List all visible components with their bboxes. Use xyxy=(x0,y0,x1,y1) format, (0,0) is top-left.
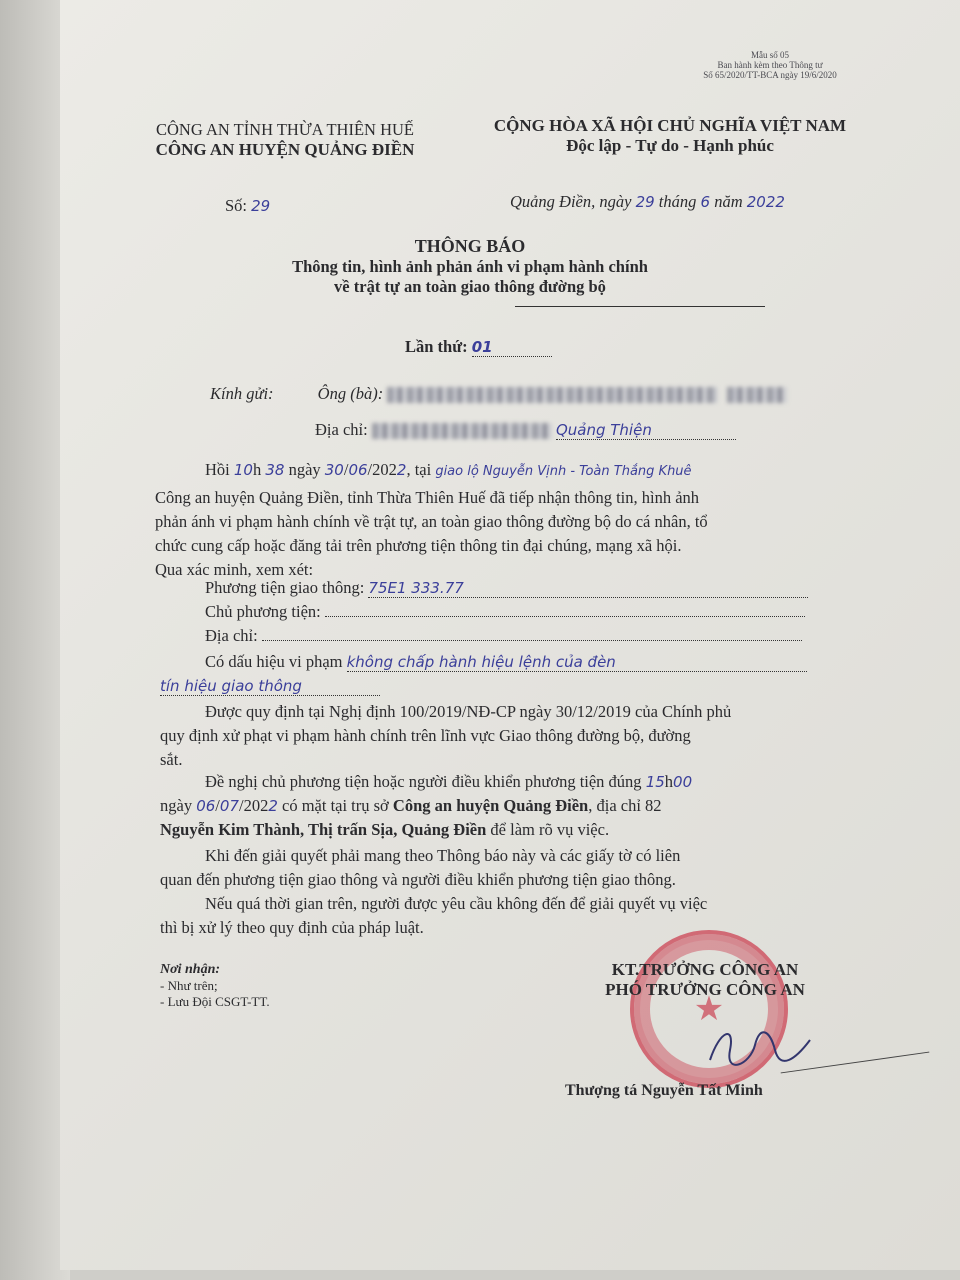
recipient-item: - Như trên; xyxy=(160,978,218,993)
issuing-agency xyxy=(120,120,450,160)
appointment-month: 07 xyxy=(219,797,239,815)
incident-month: 06 xyxy=(348,461,368,479)
office-name: Công an huyện Quảng Điền xyxy=(392,796,589,815)
form-ref-issued: Ban hành kèm theo Thông tư xyxy=(717,60,823,70)
attempt-value: 01 xyxy=(472,338,552,357)
signature-title-line2: PHÓ TRƯỞNG CÔNG AN xyxy=(605,980,805,999)
signer-name: Thượng tá Nguyễn Tất Minh xyxy=(565,1082,763,1099)
agency-parent: CÔNG AN TỈNH THỪA THIÊN HUẾ xyxy=(155,120,414,139)
recipients-title: Nơi nhận: xyxy=(160,962,221,977)
document-number: Số: 29 xyxy=(225,196,271,215)
document-number-value: 29 xyxy=(251,197,271,215)
incident-time-line: Hồi 10h 38 ngày 30/06/2022, tại giao lộ Nguyễn Vịnh - Toàn Thắng Khuê xyxy=(205,460,692,479)
recipient-label: Kính gửi: xyxy=(210,384,274,403)
recipient-line: Kính gửi: Ông (bà): xyxy=(210,384,787,404)
notice-title-block xyxy=(220,236,720,297)
national-header xyxy=(455,116,885,156)
violation-description: không chấp hành hiệu lệnh của đèn xyxy=(347,653,807,672)
form-ref-circular: Số 65/2020/TT-BCA ngày 19/6/2020 xyxy=(703,70,837,80)
appointment-hour: 15 xyxy=(645,773,665,791)
address-value: Quảng Thiện xyxy=(556,421,736,440)
intro-paragraph: Công an huyện Quảng Điền, tỉnh Thừa Thiên Huế đã tiếp nhận thông tin, hình ảnh phản ánh vi phạm hành chính về trật tự, an toàn giao thông đường bộ do cá nhân, tổ chức cung cấp hoặc đăng tải trên phương tiện thông tin đại chúng, mạng xã hội. Qua xác minh, xem xét: xyxy=(155,488,708,579)
title-underline xyxy=(515,306,765,307)
vehicle-plate: 75E1 333.77 xyxy=(368,579,808,598)
form-reference xyxy=(670,50,870,80)
violation-line: Có dấu hiệu vi phạm không chấp hành hiệu lệnh của đèn xyxy=(205,652,807,672)
national-motto: Độc lập - Tự do - Hạnh phúc xyxy=(566,136,774,155)
seal-star-icon: ★ xyxy=(693,989,725,1029)
violation-line-2 xyxy=(160,676,380,696)
redacted-address xyxy=(372,423,552,439)
signature-title-line1: KT.TRƯỞNG CÔNG AN xyxy=(611,960,799,979)
legal-basis-paragraph: Được quy định tại Nghị định 100/2019/NĐ-CP ngày 30/12/2019 của Chính phủ quy định xử phạt vi phạm hành chính trên lĩnh vực Giao thông đường bộ, đường sắt. xyxy=(160,702,732,769)
attempt-number: Lần thứ: 01 xyxy=(405,337,552,357)
notice-title: THÔNG BÁO xyxy=(414,236,526,256)
violation-description-2: tín hiệu giao thông xyxy=(160,677,380,696)
incident-minute: 38 xyxy=(265,461,285,479)
closing-paragraph: Khi đến giải quyết phải mang theo Thông báo này và các giấy tờ có liên quan đến phương tiện giao thông và người điều khiển phương tiện giao thông. Nếu quá thời gian trên, người được yêu cầu không đến để giải quyết vụ việc thì bị xử lý theo quy định của pháp luật. xyxy=(160,846,708,937)
recipients-block xyxy=(160,962,270,1010)
notice-subtitle-1: Thông tin, hình ảnh phản ánh vi phạm hành chính xyxy=(292,257,648,276)
signature-title xyxy=(555,960,855,1000)
appointment-day: 06 xyxy=(196,797,216,815)
owner-line: Chủ phương tiện: xyxy=(205,602,805,622)
office-address: Nguyễn Kim Thành, Thị trấn Sịa, Quảng Điền xyxy=(160,820,487,839)
form-ref-number: Mẫu số 05 xyxy=(751,50,789,60)
owner-address-blank xyxy=(262,626,802,641)
date-day: 29 xyxy=(635,193,655,211)
owner-blank xyxy=(325,602,805,617)
appointment-paragraph: Đề nghị chủ phương tiện hoặc người điều khiển phương tiện đúng 15h00 ngày 06/07/2022 có mặt tại trụ sở Công an huyện Quảng Điền, địa chỉ 82 Nguyễn Kim Thành, Thị trấn Sịa, Quảng Điền để làm rõ vụ việc. xyxy=(160,772,693,839)
owner-address-line: Địa chỉ: xyxy=(205,626,802,646)
incident-location: giao lộ Nguyễn Vịnh - Toàn Thắng Khuê xyxy=(435,464,692,479)
redacted-phone xyxy=(727,387,787,403)
country-name: CỘNG HÒA XÃ HỘI CHỦ NGHĨA VIỆT NAM xyxy=(493,116,847,135)
redacted-name xyxy=(387,387,717,403)
incident-day: 30 xyxy=(324,461,344,479)
date-month: 6 xyxy=(700,193,711,211)
recipient-item: - Lưu Đội CSGT-TT. xyxy=(160,994,270,1009)
place-date: Quảng Điền, ngày 29 tháng 6 năm 2022 xyxy=(510,192,785,211)
appointment-minute: 00 xyxy=(673,773,693,791)
handwritten-signature xyxy=(700,1020,820,1070)
vehicle-line: Phương tiện giao thông: 75E1 333.77 xyxy=(205,578,808,598)
incident-hour: 10 xyxy=(233,461,253,479)
recipient-address: Địa chỉ: Quảng Thiện xyxy=(315,420,736,440)
notice-document xyxy=(60,0,960,1270)
date-year: 2022 xyxy=(746,193,785,211)
notice-subtitle-2: về trật tự an toàn giao thông đường bộ xyxy=(334,277,606,296)
agency-name: CÔNG AN HUYỆN QUẢNG ĐIỀN xyxy=(155,140,415,159)
